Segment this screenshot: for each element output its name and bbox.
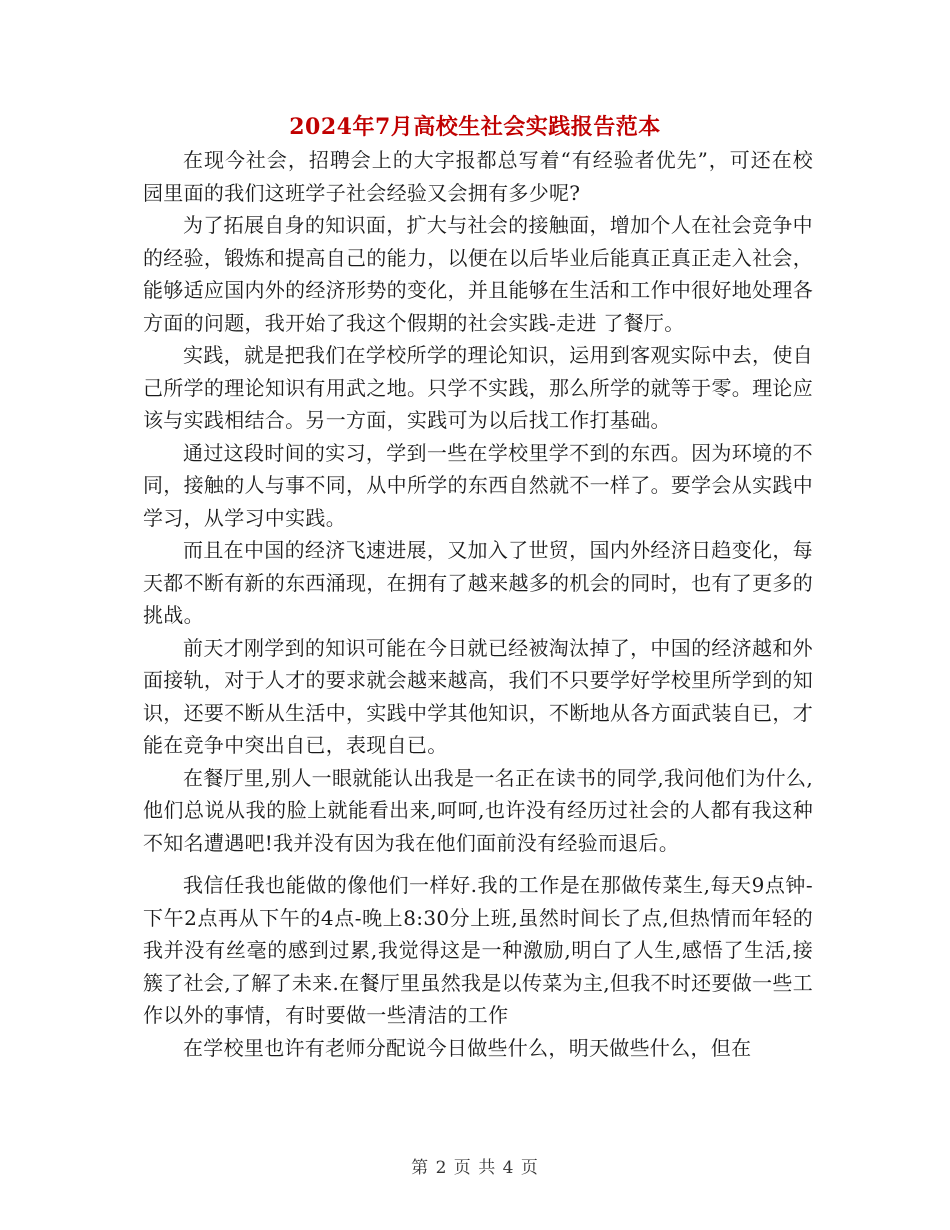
paragraph: 前天才刚学到的知识可能在今日就已经被淘汰掉了，中国的经济越和外面接轨，对于人才的要求就会越来越高，我们不只要学好学校里所学到的知识，还要不断从生活中，实践中学其他知识，不断地从各方面武装自已，才能在竞争中突出自已，表现自已。	[143, 635, 813, 757]
document-body	[143, 144, 813, 1064]
paragraph: 在餐厅里,别人一眼就能认出我是一名正在读书的同学,我问他们为什么,他们总说从我的脸上就能看出来,呵呵,也许没有经历过社会的人都有我这种不知名遭遇吧!我并没有因为我在他们面前没有经验而退后。	[143, 765, 813, 855]
paragraph: 实践，就是把我们在学校所学的理论知识，运用到客观实际中去，使自己所学的理论知识有用武之地。只学不实践，那么所学的就等于零。理论应该与实践相结合。另一方面，实践可为以后找工作打基础。	[143, 343, 813, 432]
paragraph: 而且在中国的经济飞速进展，又加入了世贸，国内外经济日趋变化，每天都不断有新的东西涌现，在拥有了越来越多的机会的同时，也有了更多的挑战。	[143, 538, 813, 627]
paragraph: 我信任我也能做的像他们一样好.我的工作是在那做传菜生,每天9点钟-下午2点再从下午的4点-晚上8:30分上班,虽然时间长了点,但热情而年轻的我并没有丝毫的感到过累,我觉得这是一种激励,明白了人生,感悟了生活,接簇了社会,了解了未来.在餐厅里虽然我是以传菜为主,但我不时还要做一些工作以外的事情，有时要做一些清洁的工作	[143, 873, 813, 1027]
paragraph: 在现今社会，招聘会上的大字报都总写着“有经验者优先”，可还在校园里面的我们这班学子社会经验又会拥有多少呢?	[143, 148, 813, 205]
paragraph: 在学校里也许有老师分配说今日做些什么，明天做些什么，但在	[183, 1035, 752, 1060]
paragraph: 通过这段时间的实习，学到一些在学校里学不到的东西。因为环境的不同，接触的人与事不同，从中所学的东西自然就不一样了。要学会从实践中学习，从学习中实践。	[143, 440, 813, 530]
paragraph: 为了拓展自身的知识面，扩大与社会的接触面，增加个人在社会竞争中的经验，锻炼和提高自己的能力，以便在以后毕业后能真正真正走入社会，能够适应国内外的经济形势的变化，并且能够在生活和工作中很好地处理各方面的问题，我开始了我这个假期的社会实践-走进 了餐厅。	[143, 213, 813, 335]
document-title: 2024年7月高校生社会实践报告范本	[289, 114, 661, 140]
page-number-footer: 第 2 页 共 4 页	[411, 1158, 539, 1178]
